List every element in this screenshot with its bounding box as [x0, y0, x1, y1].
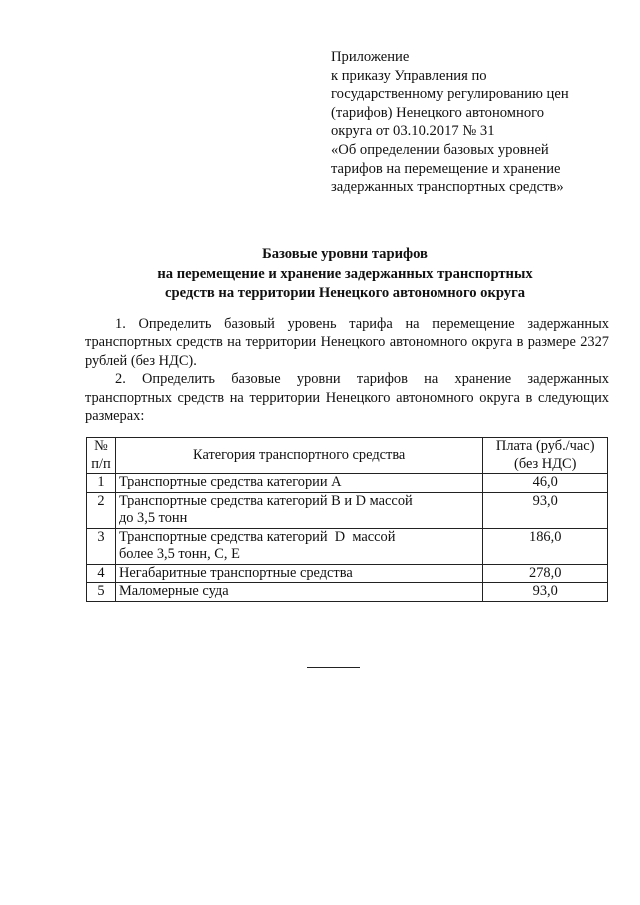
title-line: Базовые уровни тарифов: [262, 246, 428, 262]
appendix-line: (тарифов) Ненецкого автономного: [331, 104, 545, 121]
table-row: [87, 528, 608, 564]
paragraph-transport-tariff: 1. Определить базовый уровень тарифа на перемещение задержанных транспортных средств на территории Ненецкого автономного округа в размере 2327 рублей (без НДС).: [85, 316, 609, 369]
row-category: Транспортные средства категорий D массой более 3,5 тонн, С, Е: [115, 528, 483, 564]
row-category: Негабаритные транспортные средства: [115, 564, 483, 583]
title-line: средств на территории Ненецкого автономного округа: [165, 285, 525, 301]
row-fee: 186,0: [483, 528, 608, 564]
row-number: 1: [87, 474, 116, 493]
table-row: [87, 583, 608, 602]
appendix-line: тарифов на перемещение и хранение: [331, 160, 561, 177]
appendix-line: задержанных транспортных средств»: [331, 179, 564, 196]
row-number: 4: [87, 564, 116, 583]
row-fee: 93,0: [483, 583, 608, 602]
row-number: 5: [87, 583, 116, 602]
table-row: [87, 474, 608, 493]
row-fee: 93,0: [483, 492, 608, 528]
row-category: Транспортные средства категорий В и D массой до 3,5 тонн: [115, 492, 483, 528]
closing-divider: [307, 667, 360, 668]
paragraph-storage-tariffs: 2. Определить базовые уровни тарифов на хранение задержанных транспортных средств на территории Ненецкого автономного округа в следующих размерах:: [85, 371, 609, 425]
row-fee: 278,0: [483, 564, 608, 583]
row-category: Транспортные средства категории А: [115, 474, 483, 493]
row-number: 3: [87, 528, 116, 564]
table-row: [87, 564, 608, 583]
header-number: № п/п: [87, 438, 116, 474]
header-category: Категория транспортного средства: [115, 438, 483, 474]
appendix-line: Приложение: [331, 49, 410, 65]
document-title: [60, 245, 630, 304]
row-fee: 46,0: [483, 474, 608, 493]
table-row: [87, 492, 608, 528]
row-category: Маломерные суда: [115, 583, 483, 602]
appendix-header: [331, 48, 621, 197]
header-fee: Плата (руб./час) (без НДС): [483, 438, 608, 474]
appendix-line: округа от 03.10.2017 № 31: [331, 123, 495, 140]
appendix-line: «Об определении базовых уровней: [331, 141, 549, 158]
appendix-line: к приказу Управления по: [331, 67, 487, 84]
row-number: 2: [87, 492, 116, 528]
appendix-line: государственному регулированию цен: [331, 86, 569, 103]
body-text: [85, 315, 609, 425]
tariffs-table: [86, 437, 608, 602]
title-line: на перемещение и хранение задержанных транспортных: [157, 265, 533, 282]
table-header-row: [87, 438, 608, 474]
